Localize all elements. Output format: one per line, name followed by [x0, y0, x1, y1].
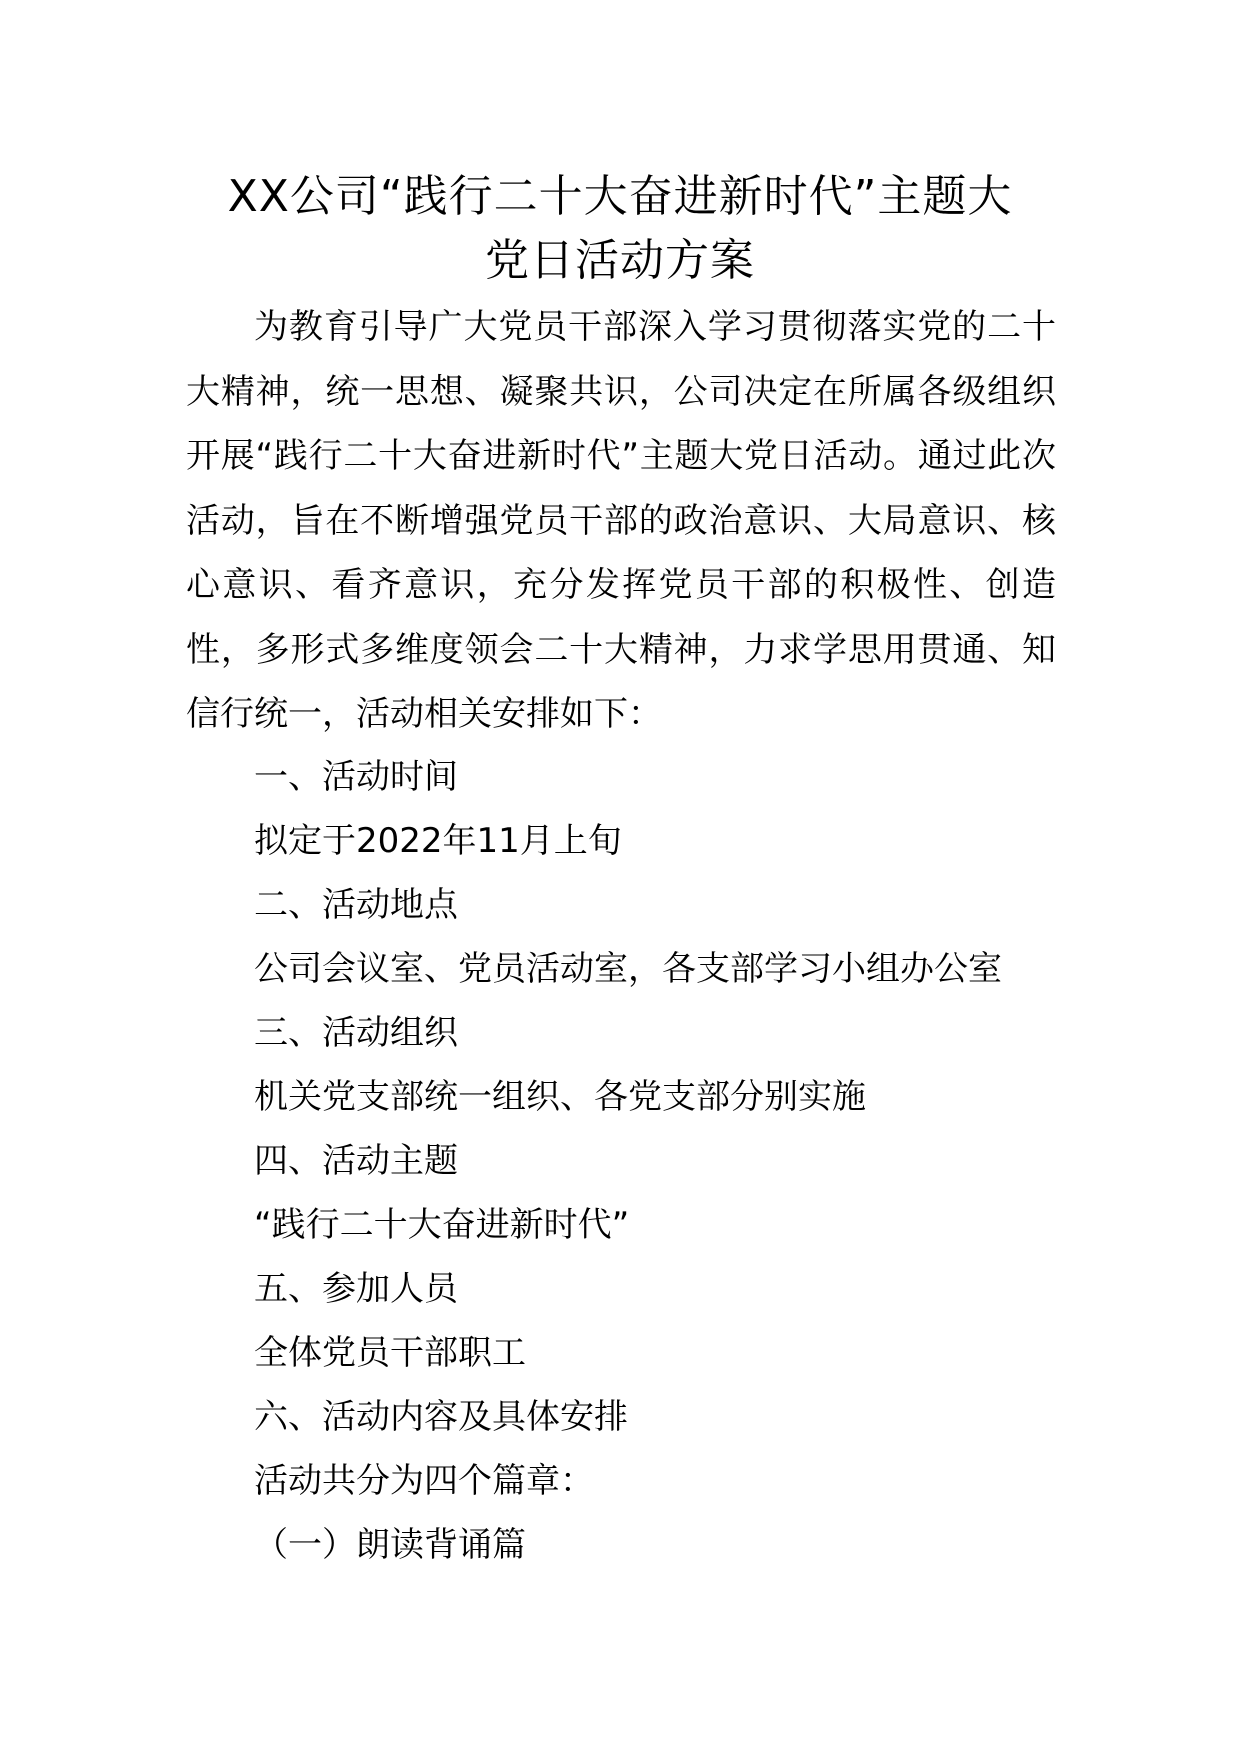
- section-heading-time: 一、活动时间: [254, 757, 458, 797]
- section-heading-location: 二、活动地点: [254, 885, 458, 925]
- subsection-heading-reading: （一）朗读背诵篇: [254, 1525, 526, 1565]
- section-body-participants: 全体党员干部职工: [254, 1333, 526, 1373]
- document-title-line-2: 党日活动方案: [485, 235, 755, 286]
- section-body-time: 拟定于2022年11月上旬: [254, 821, 622, 861]
- section-heading-participants: 五、参加人员: [254, 1269, 458, 1309]
- section-body-theme: “践行二十大奋进新时代”: [254, 1205, 630, 1245]
- section-body-organization: 机关党支部统一组织、各党支部分别实施: [254, 1077, 866, 1117]
- intro-paragraph: 为教育引导广大党员干部深入学习贯彻落实党的二十大精神，统一思想、凝聚共识，公司决定在所属各级组织开展“践行二十大奋进新时代”主题大党日活动。通过此次活动，旨在不断增强党员干部的政治意识、大局意识、核心意识、看齐意识，充分发挥党员干部的积极性、创造性，多形式多维度领会二十大精神，力求学思用贯通、知信行统一，活动相关安排如下：: [186, 307, 1056, 734]
- section-heading-content: 六、活动内容及具体安排: [254, 1397, 628, 1437]
- section-body-location: 公司会议室、党员活动室，各支部学习小组办公室: [254, 949, 1002, 989]
- section-heading-theme: 四、活动主题: [254, 1141, 458, 1181]
- section-body-content: 活动共分为四个篇章：: [254, 1461, 594, 1501]
- section-heading-organization: 三、活动组织: [254, 1013, 458, 1053]
- document-title-line-1: XX公司“践行二十大奋进新时代”主题大: [227, 171, 1013, 222]
